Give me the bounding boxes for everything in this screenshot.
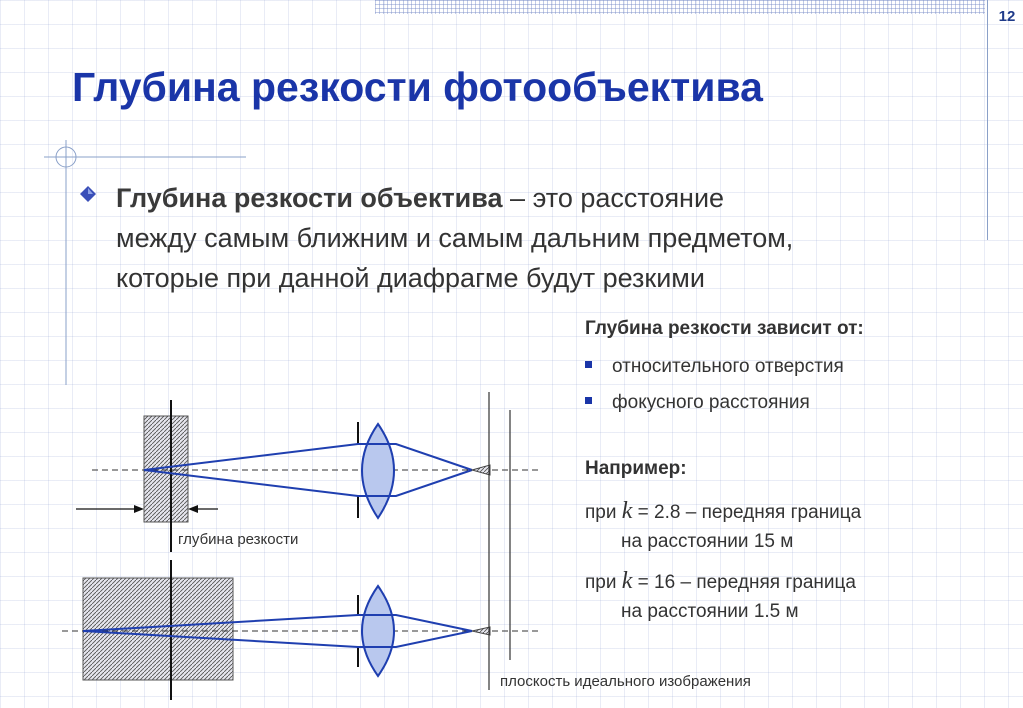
definition-line1: – это расстояние <box>502 183 725 213</box>
definition-line3: которые при данной диафрагме будут резкими <box>116 263 705 293</box>
page-number: 12 <box>998 8 1016 25</box>
examples-title: Например: <box>585 458 687 479</box>
depends-item: фокусного расстояния <box>585 392 810 414</box>
slide-title: Глубина резкости фотообъектива <box>72 64 763 110</box>
image-plane-label: плоскость идеального изображения <box>500 673 751 690</box>
depends-item: относительного отверстия <box>585 356 844 378</box>
example-line: при k = 2.8 – передняя граница <box>585 498 862 524</box>
definition-line2: между самым ближним и самым дальним предметом, <box>116 223 794 253</box>
depth-label: глубина резкости <box>178 531 299 548</box>
image-blur-lower <box>472 627 490 635</box>
definition-term: Глубина резкости объектива <box>116 183 503 213</box>
arrow-head-left-icon <box>134 505 144 513</box>
example-subline: на расстоянии 15 м <box>621 531 794 552</box>
arrow-head-right-icon <box>188 505 198 513</box>
ray-upper-bottom <box>144 470 472 496</box>
lens-upper <box>362 424 394 518</box>
example-line: при k = 16 – передняя граница <box>585 568 856 594</box>
lens-lower <box>362 586 394 676</box>
image-blur-upper <box>472 465 490 475</box>
ray-upper-top <box>144 444 472 470</box>
depends-title: Глубина резкости зависит от: <box>585 318 864 339</box>
example-subline: на расстоянии 1.5 м <box>621 601 799 622</box>
